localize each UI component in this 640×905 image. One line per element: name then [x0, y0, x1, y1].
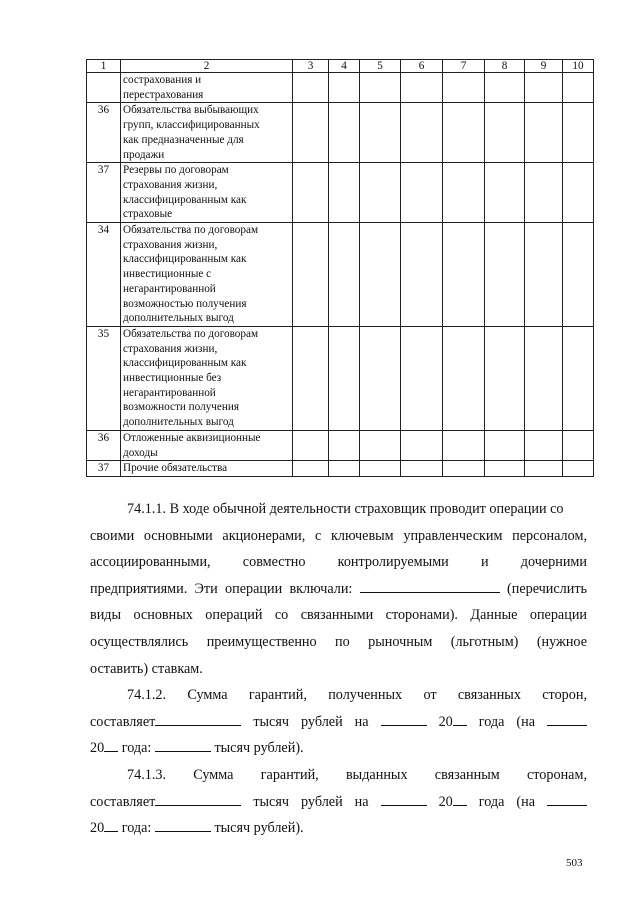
empty-value-cell [525, 163, 563, 223]
empty-value-cell [563, 326, 594, 430]
para1-line: оставить) ставкам. [90, 660, 203, 677]
para1-line [90, 576, 587, 603]
empty-value-cell [293, 223, 329, 327]
empty-value-cell [329, 326, 360, 430]
blank-field [155, 816, 211, 832]
description-line: дополнительных выгод [123, 312, 234, 325]
empty-value-cell [329, 461, 360, 477]
description-line: как предназначенные для [123, 133, 244, 146]
table-body [87, 60, 594, 477]
empty-value-cell [360, 103, 401, 163]
para3-line: 74.1.3. Сумма гарантий, выданных связанным сторонам, [127, 767, 587, 783]
header-cell: 1 [87, 60, 121, 73]
empty-value-cell [293, 326, 329, 430]
empty-value-cell [401, 223, 443, 327]
empty-value-cell [443, 461, 485, 477]
header-cell: 4 [329, 60, 360, 73]
empty-value-cell [443, 430, 485, 460]
description-line: Обязательства выбывающих [123, 104, 259, 117]
empty-value-cell [401, 73, 443, 103]
description-line: негарантированной [123, 282, 216, 295]
empty-value-cell [563, 223, 594, 327]
empty-value-cell [401, 103, 443, 163]
empty-value-cell [563, 430, 594, 460]
description-line: возможностью получения [123, 297, 247, 310]
description-line: перестрахования [123, 88, 204, 101]
empty-value-cell [293, 163, 329, 223]
table-row [87, 223, 594, 327]
para3-text: составляет [90, 793, 156, 810]
empty-value-cell [525, 223, 563, 327]
empty-value-cell [525, 430, 563, 460]
description-line: Резервы по договорам [123, 164, 229, 177]
description-line: страхования жизни, [123, 238, 218, 251]
blank-field [104, 736, 118, 752]
row-description-cell [121, 73, 293, 103]
row-description-cell [121, 103, 293, 163]
para2-text: 20 [438, 713, 453, 730]
liabilities-table [86, 59, 594, 477]
description-line: дополнительных выгод [123, 416, 234, 429]
description-line: страховые [123, 208, 173, 221]
paragraph-74-1-2 [90, 682, 587, 762]
empty-value-cell [485, 430, 525, 460]
empty-value-cell [443, 163, 485, 223]
description-line: Отложенные аквизиционные [123, 431, 261, 444]
empty-value-cell [360, 430, 401, 460]
blank-field [453, 790, 467, 806]
description-line: инвестиционные с [123, 268, 212, 281]
page-number: 503 [566, 857, 583, 869]
blank-field [381, 790, 427, 806]
row-description-cell [121, 163, 293, 223]
para2-text: года: [121, 740, 152, 757]
row-number-cell: 35 [87, 326, 121, 430]
para1-line: 74.1.1. В ходе обычной деятельности страховщик проводит операции со [127, 501, 564, 517]
empty-value-cell [329, 223, 360, 327]
description-line: негарантированной [123, 386, 216, 399]
description-line: Прочие обязательства [123, 462, 228, 475]
empty-value-cell [401, 326, 443, 430]
empty-value-cell [360, 326, 401, 430]
para3-text: тысяч рублей). [214, 820, 304, 837]
para2-text: тысяч рублей). [214, 740, 304, 757]
empty-value-cell [401, 430, 443, 460]
description-line: возможности получения [123, 401, 240, 414]
empty-value-cell [443, 223, 485, 327]
empty-value-cell [329, 73, 360, 103]
para3-text: года: [121, 820, 152, 837]
empty-value-cell [360, 73, 401, 103]
description-line: групп, классифицированных [123, 119, 260, 132]
empty-value-cell [563, 461, 594, 477]
para3-line [90, 815, 587, 842]
para2-text: составляет [90, 713, 156, 730]
empty-value-cell [485, 73, 525, 103]
description-line: доходы [123, 446, 158, 459]
empty-value-cell [525, 73, 563, 103]
para3-text: 20 [438, 793, 453, 810]
empty-value-cell [485, 223, 525, 327]
header-cell: 8 [485, 60, 525, 73]
table-row [87, 430, 594, 460]
description-line: страхования жизни, [123, 178, 218, 191]
table-row [87, 163, 594, 223]
blank-field [104, 816, 118, 832]
blank-field [547, 710, 587, 726]
description-line: продажи [123, 148, 165, 161]
empty-value-cell [525, 461, 563, 477]
empty-value-cell [329, 430, 360, 460]
empty-value-cell [360, 461, 401, 477]
blank-field [155, 790, 241, 806]
para3-text: года (на [478, 793, 536, 810]
para2-text: тысяч рублей на [253, 713, 369, 730]
empty-value-cell [485, 103, 525, 163]
row-number-cell: 36 [87, 430, 121, 460]
empty-value-cell [360, 163, 401, 223]
empty-value-cell [401, 163, 443, 223]
para2-line: 74.1.2. Сумма гарантий, полученных от связанных сторон, [127, 687, 587, 703]
empty-value-cell [293, 430, 329, 460]
blank-field [381, 710, 427, 726]
table-header-row [87, 60, 594, 73]
description-line: Обязательства по договорам [123, 224, 259, 237]
row-number-cell: 37 [87, 163, 121, 223]
para1-line: осуществлялись преимущественно по рыночным (льготным) (нужное [90, 633, 587, 650]
empty-value-cell [563, 103, 594, 163]
paragraph-74-1-3 [90, 762, 587, 842]
row-number-cell [87, 73, 121, 103]
empty-value-cell [360, 223, 401, 327]
row-number-cell: 34 [87, 223, 121, 327]
empty-value-cell [485, 326, 525, 430]
header-cell: 2 [121, 60, 293, 73]
description-line: классифицированным как [123, 253, 247, 266]
row-description-cell [121, 326, 293, 430]
blank-field [453, 710, 467, 726]
para2-text: 20 [90, 740, 105, 757]
empty-value-cell [485, 163, 525, 223]
header-cell: 3 [293, 60, 329, 73]
para3-line [90, 789, 587, 816]
description-line: Обязательства по договорам [123, 327, 259, 340]
empty-value-cell [525, 326, 563, 430]
empty-value-cell [443, 326, 485, 430]
blank-field [155, 736, 211, 752]
para3-text: тысяч рублей на [253, 793, 369, 810]
row-description-cell [121, 430, 293, 460]
empty-value-cell [293, 73, 329, 103]
para3-text: 20 [90, 820, 105, 837]
header-cell: 6 [401, 60, 443, 73]
paragraph-74-1-1 [90, 496, 587, 682]
empty-value-cell [401, 461, 443, 477]
empty-value-cell [443, 73, 485, 103]
description-line: страхования жизни, [123, 342, 218, 355]
blank-field [155, 710, 241, 726]
empty-value-cell [525, 103, 563, 163]
empty-value-cell [329, 103, 360, 163]
row-description-cell [121, 223, 293, 327]
header-cell: 7 [443, 60, 485, 73]
table-row [87, 103, 594, 163]
header-cell: 10 [563, 60, 594, 73]
empty-value-cell [563, 163, 594, 223]
row-number-cell: 37 [87, 461, 121, 477]
table-row [87, 326, 594, 430]
empty-value-cell [293, 461, 329, 477]
header-cell: 5 [360, 60, 401, 73]
para1-text: (перечислить [507, 580, 588, 597]
empty-value-cell [485, 461, 525, 477]
para1-line: ассоциированными, совместно контролируемыми и дочерними [90, 554, 587, 571]
empty-value-cell [293, 103, 329, 163]
para2-line [90, 735, 587, 762]
row-number-cell: 36 [87, 103, 121, 163]
blank-field [547, 790, 587, 806]
blank-field [360, 577, 500, 593]
empty-value-cell [443, 103, 485, 163]
para1-text: предприятиями. Эти операции включали: [90, 580, 353, 597]
description-line: сострахования и [123, 74, 202, 86]
description-line: классифицированным как [123, 193, 247, 206]
para1-line: своими основными акционерами, с ключевым управленческим персоналом, [90, 527, 587, 544]
table-row [87, 73, 594, 103]
description-line: классифицированным как [123, 357, 247, 370]
empty-value-cell [329, 163, 360, 223]
table-row [87, 461, 594, 477]
para2-line [90, 709, 587, 736]
para2-text: года (на [478, 713, 536, 730]
para1-line: виды основных операций со связанными сторонами). Данные операции [90, 607, 587, 624]
description-line: инвестиционные без [123, 372, 222, 385]
header-cell: 9 [525, 60, 563, 73]
empty-value-cell [563, 73, 594, 103]
row-description-cell [121, 461, 293, 477]
